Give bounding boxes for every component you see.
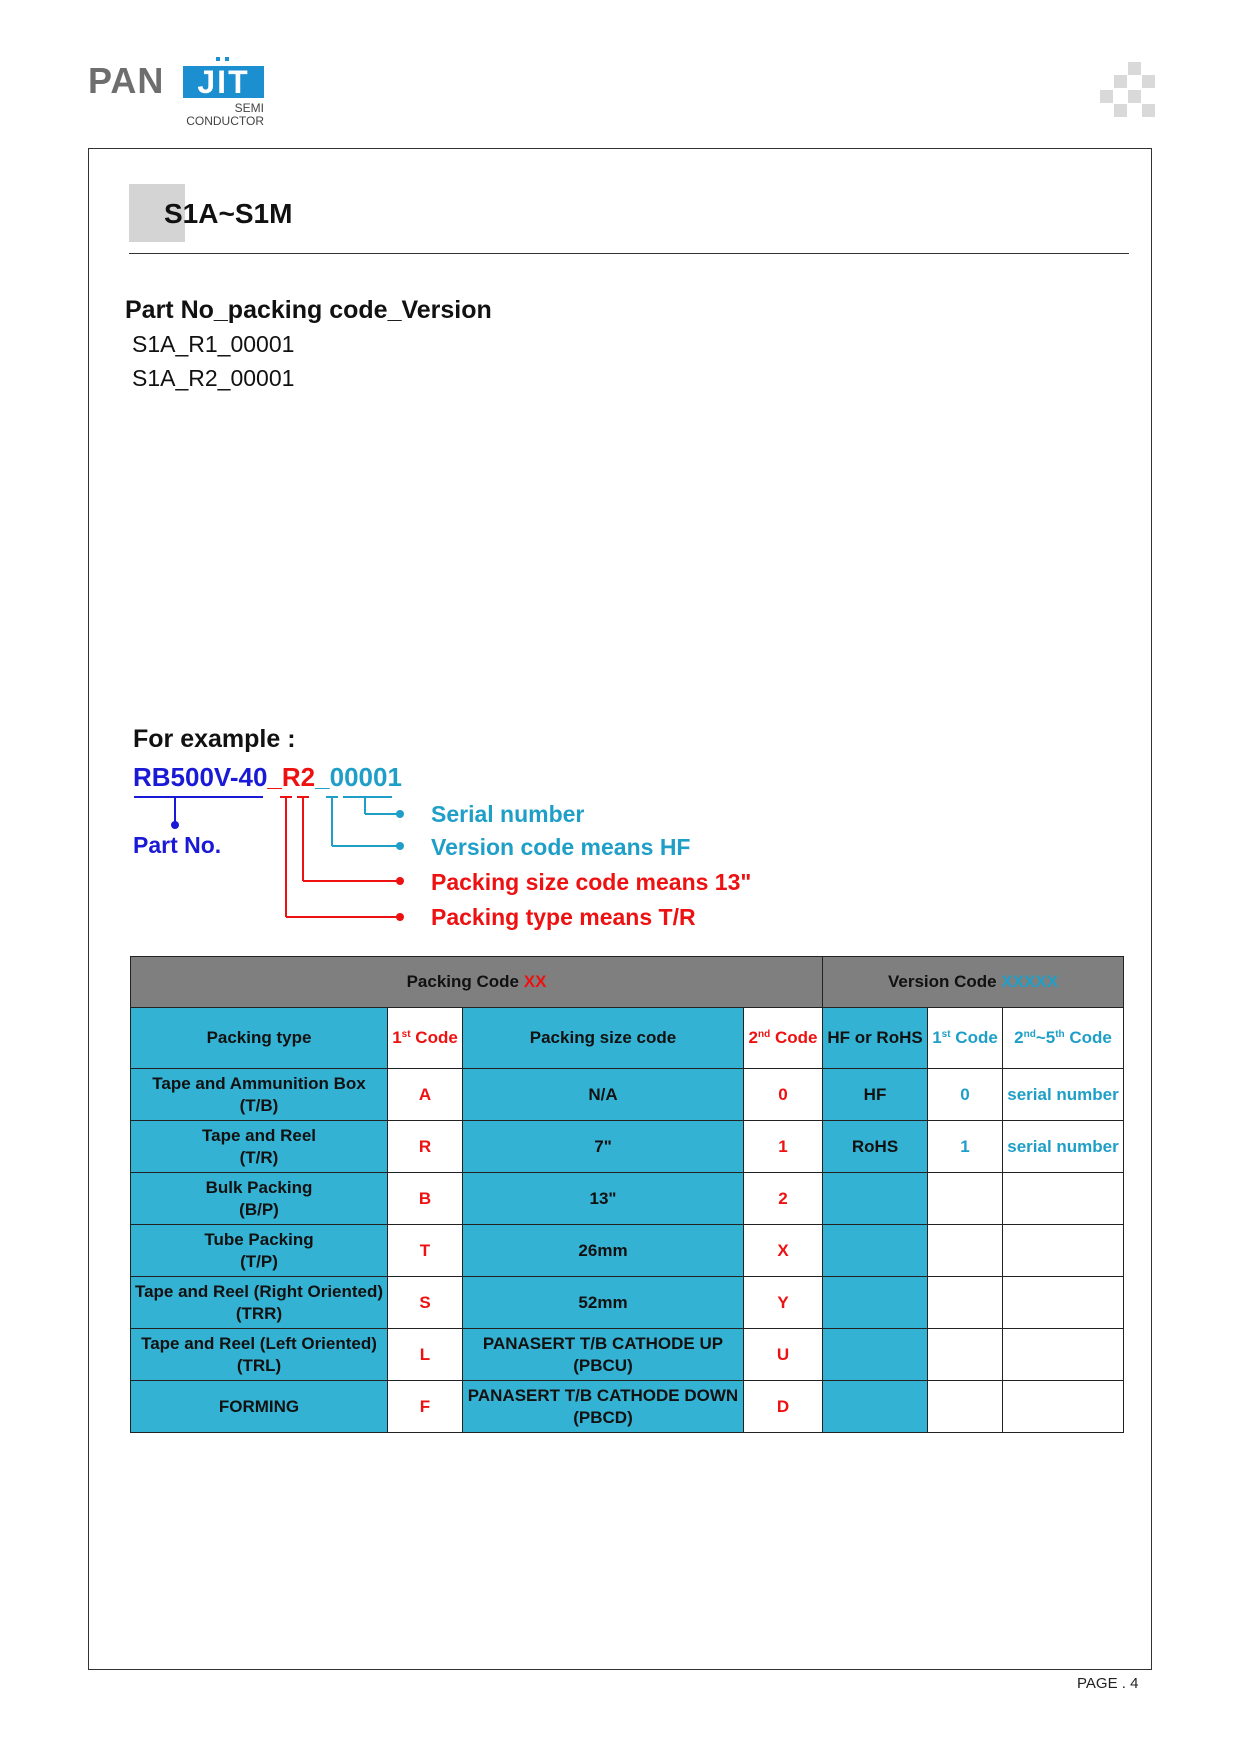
col-packing-size: Packing size code [463, 1008, 744, 1069]
table-row: Tube Packing (T/P) T 26mm X [131, 1225, 1124, 1277]
col-packing-type: Packing type [131, 1008, 388, 1069]
logo-semi-text: SEMI [234, 101, 264, 115]
table-row: Bulk Packing (B/P) B 13" 2 [131, 1173, 1124, 1225]
col-version-1st-code: 1st Code [928, 1008, 1003, 1069]
packing-type-label: Packing type means T/R [431, 904, 696, 930]
part-number-item: S1A_R2_00001 [132, 365, 295, 391]
table-row: Tape and Ammunition Box (T/B) A N/A 0 HF 0 serial number [131, 1069, 1124, 1121]
table-row: FORMING F PANASERT T/B CATHODE DOWN (PBCD) D [131, 1381, 1124, 1433]
part-number-heading: Part No_packing code_Version [125, 296, 492, 324]
example-code-sep: _ [267, 762, 282, 792]
page-number: PAGE . 4 [1077, 1675, 1139, 1692]
example-code-packing: R2 [281, 762, 316, 792]
version-code-header: Version Code XXXXX [823, 957, 1124, 1008]
serial-number-label: Serial number [431, 801, 585, 827]
table-header-row [131, 957, 1124, 1008]
table-subheader-row [131, 1008, 1124, 1069]
col-2nd-code: 2nd Code [744, 1008, 823, 1069]
col-version-2nd-5th-code: 2nd~5th Code [1003, 1008, 1124, 1069]
col-hf-rohs: HF or RoHS [823, 1008, 928, 1069]
table-row: Tape and Reel (Right Oriented) (TRR) S 52mm Y [131, 1277, 1124, 1329]
example-heading: For example : [133, 725, 296, 753]
example-code-part: RB500V-40 [133, 762, 268, 792]
logo-pan-text: PAN [88, 60, 165, 101]
packing-code-table [130, 956, 1124, 1433]
col-1st-code: 1st Code [388, 1008, 463, 1069]
table-row: Tape and Reel (Left Oriented) (TRL) L PANASERT T/B CATHODE UP (PBCU) U [131, 1329, 1124, 1381]
example-code-version: 00001 [329, 762, 402, 792]
page-title: S1A~S1M [164, 198, 293, 229]
packing-size-label: Packing size code means 13" [431, 869, 752, 895]
packing-code-header: Packing Code XX [131, 957, 823, 1008]
logo-conductor-text: CONDUCTOR [186, 114, 264, 128]
logo-jit-text: JIT [183, 66, 264, 98]
version-code-label: Version code means HF [431, 834, 691, 860]
part-no-label: Part No. [133, 832, 222, 858]
part-number-item: S1A_R1_00001 [132, 331, 295, 357]
example-code-sep: _ [315, 762, 330, 792]
table-row: Tape and Reel (T/R) R 7" 1 RoHS 1 serial number [131, 1121, 1124, 1173]
